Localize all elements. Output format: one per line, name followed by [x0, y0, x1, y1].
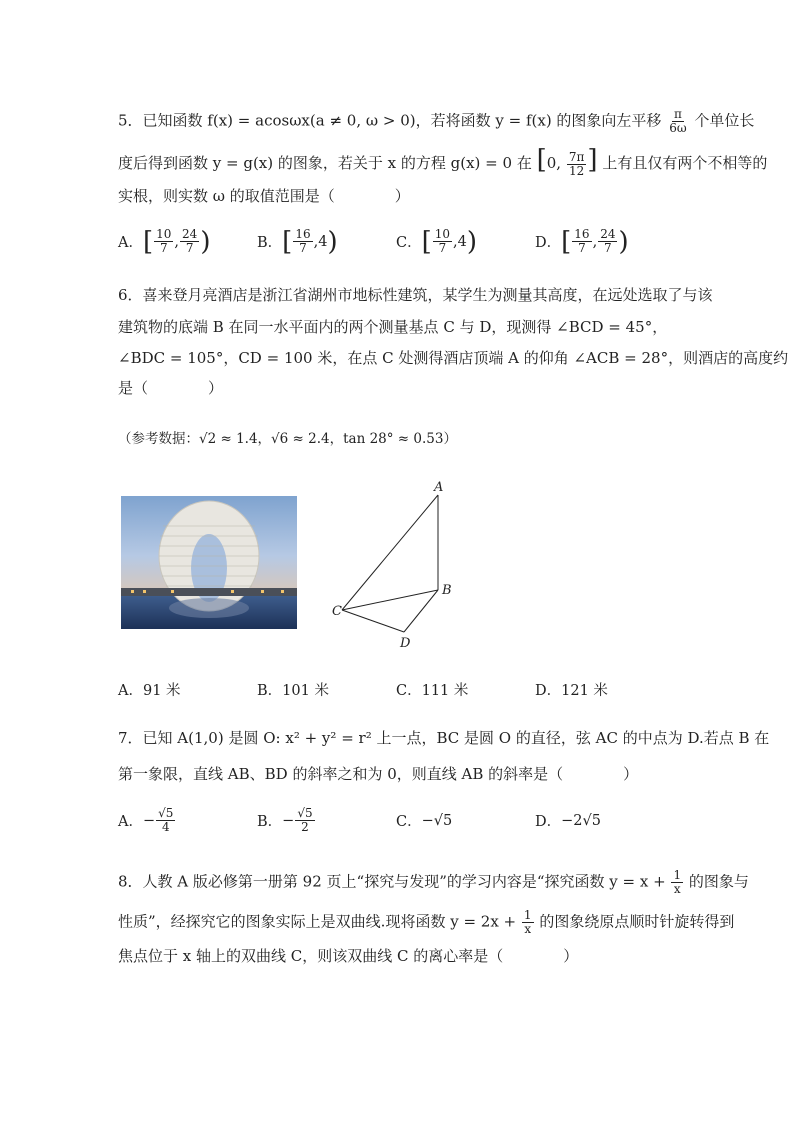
option-label: C． [396, 235, 422, 251]
q6-option-a: A．91 米 [118, 683, 181, 699]
q6-line-1: 6．喜来登月亮酒店是浙江省湖州市地标性建筑，某学生为测量其高度，在远处选取了与该 [118, 286, 713, 304]
q5-shift-den: 6ω [669, 121, 687, 135]
q7-option-a: A． − $\frac{√5}{4}$ [118, 806, 174, 834]
label-C: C [332, 604, 342, 619]
q5-interval-fraction [567, 151, 587, 178]
q8-line-3: 焦点位于 x 轴上的双曲线 C，则该双曲线 C 的离心率是（ ） [118, 947, 579, 965]
q5-interval-num: 7π [568, 149, 585, 164]
q5-option-b: B． [ $\frac{16}{7}$ , 4 ) [257, 226, 338, 257]
option-label: B． [257, 235, 283, 251]
q6-option-d: D．121 米 [535, 683, 608, 699]
q5-interval-left: 0, [546, 154, 562, 172]
q8-line-1 [118, 869, 749, 896]
label-B: B [442, 583, 452, 598]
q5-interval-den: 12 [568, 163, 585, 178]
q8-fraction-2: $\frac{1}{x}$ [523, 908, 532, 936]
q5-text-2a: 度后得到函数 y = g(x) 的图象，若关于 x 的方程 g(x) = 0 在 [118, 154, 532, 172]
q6-option-b: B．101 米 [257, 683, 329, 699]
q8-line-2 [118, 909, 734, 936]
q7-option-c: C． −√5 [396, 812, 453, 830]
q6-line-2: 建筑物的底端 B 在同一水平面内的两个测量基点 C 与 D，现测得 ∠BCD = 45°， [118, 318, 668, 336]
q5-line-2: 度后得到函数 y = g(x) 的图象，若关于 x 的方程 g(x) = 0 在 [0, $\frac{7\pi}{12}$ ] 上有且仅有两个不相等的 [118, 145, 768, 178]
q5-options [118, 228, 678, 255]
q5-line-3: 实根，则实数 ω 的取值范围是（ ） [118, 187, 410, 205]
q5-option-d: D． [ $\frac{16}{7}$ , $\frac{24}{7}$ ) [535, 226, 629, 257]
label-D: D [400, 636, 411, 650]
q5-shift-num: π [673, 107, 682, 121]
hotel-photo [121, 496, 297, 629]
q5-option-c: C． [ $\frac{10}{7}$ , 4 ) [396, 226, 478, 257]
q6-option-c: C．111 米 [396, 683, 469, 699]
q6-line-4: 是（ ） [118, 379, 224, 397]
q5-option-a: A． [ $\frac{10}{7}$ , $\frac{24}{7}$ ) [118, 226, 211, 257]
q7-line-2: 第一象限，直线 AB、BD 的斜率之和为 0，则直线 AB 的斜率是（ ） [118, 765, 639, 783]
q8-text-2a: 性质”，经探究它的图象实际上是双曲线.现将函数 y = 2x + [118, 912, 517, 931]
q6-options [118, 679, 678, 700]
q8-fraction-1: $\frac{1}{x}$ [673, 868, 682, 896]
q7-option-d: D． −2√5 [535, 812, 601, 830]
q6-reference-data: （参考数据：√2 ≈ 1.4，√6 ≈ 2.4，tan 28° ≈ 0.53） [118, 431, 457, 447]
triangle-figure [320, 475, 470, 650]
q6-line-3: ∠BDC = 105°，CD = 100 米，在点 C 处测得酒店顶端 A 的仰角 ∠ACB = 28°，则酒店的高度约 [118, 349, 789, 367]
q5-text-2b: 上有且仅有两个不相等的 [602, 154, 768, 172]
option-label: A． [118, 235, 143, 251]
q8-text-1b: 的图象与 [688, 872, 749, 891]
option-label: D． [535, 235, 562, 251]
segment-CD [342, 610, 404, 632]
q7-line-1: 7．已知 A(1,0) 是圆 O: x² + y² = r² 上一点，BC 是圆 O 的直径，弦 AC 的中点为 D.若点 B 在 [118, 729, 770, 747]
q5-text-1-tail: 个单位长 [694, 111, 755, 130]
q8-text-1a: 8．人教 A 版必修第一册第 92 页上“探究与发现”的学习内容是“探究函数 y = x + [118, 872, 666, 891]
q5-shift-fraction [667, 108, 688, 135]
q5-text-1: 5．已知函数 f(x) = acosωx(a ≠ 0, ω > 0)，若将函数 y = f(x) 的图象向左平移 [118, 111, 662, 130]
q8-text-2b: 的图象绕原点顺时针旋转得到 [539, 912, 735, 931]
q5-line-1 [118, 108, 754, 135]
label-A: A [434, 480, 444, 495]
q7-option-b: B． − $\frac{√5}{2}$ [257, 806, 313, 834]
q7-options [118, 807, 678, 834]
